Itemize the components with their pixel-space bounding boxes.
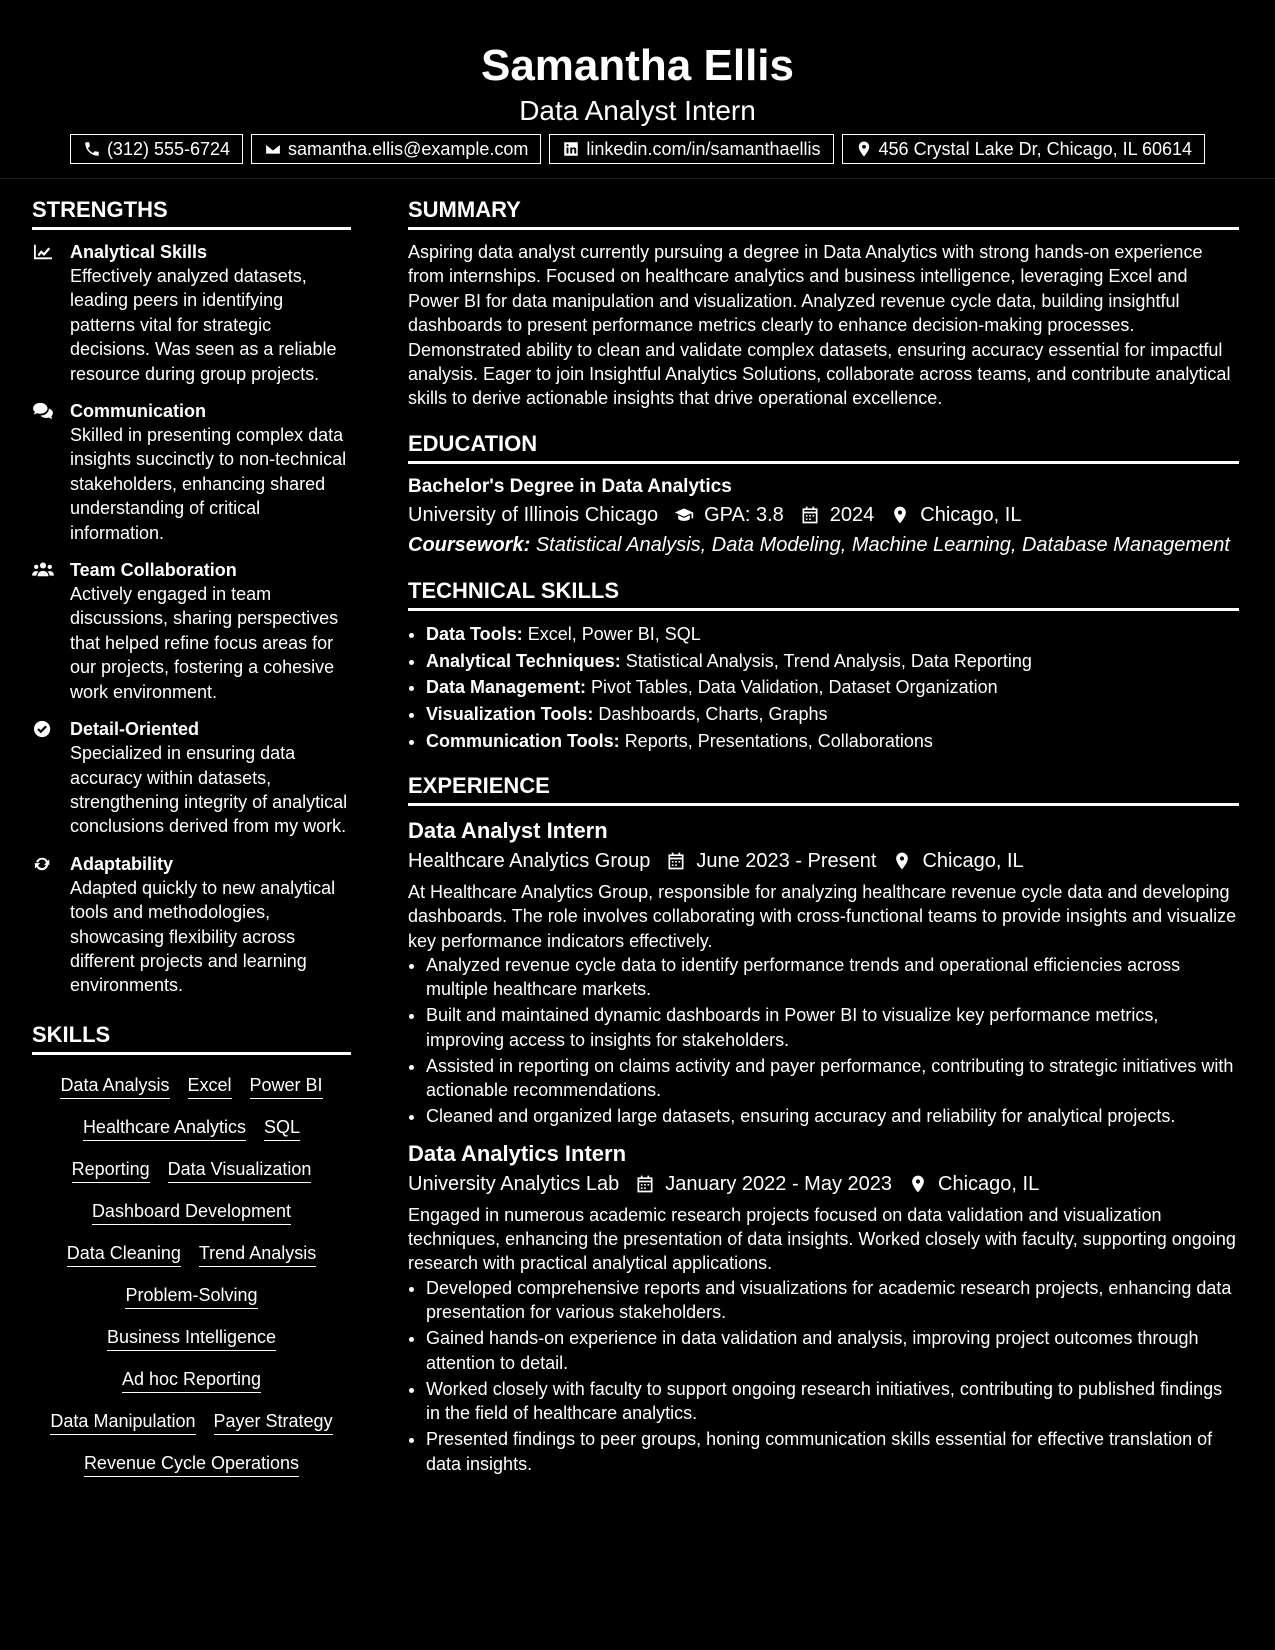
skill-tag: Data Visualization <box>168 1157 312 1183</box>
list-item: • Built and maintained dynamic dashboards in Power BI to visualize key performance metrics, improving access to insights for stakeholders. <box>426 1003 1239 1052</box>
map-pin-icon <box>908 1174 928 1194</box>
candidate-name: Samantha Ellis <box>480 41 794 90</box>
education-meta <box>408 500 1239 530</box>
contact-linkedin-text: linkedin.com/in/samanthaellis <box>586 139 821 159</box>
contact-email[interactable] <box>251 134 541 164</box>
skill-tag: Data Cleaning <box>67 1241 181 1267</box>
refresh-icon <box>32 855 54 873</box>
skill-tag: Ad hoc Reporting <box>122 1367 261 1393</box>
contact-bar <box>0 134 1275 164</box>
linkedin-icon <box>562 140 580 158</box>
job-dates: January 2022 - May 2023 <box>665 1172 893 1195</box>
skill-tag-row <box>38 1367 345 1393</box>
skill-tag: SQL <box>264 1115 300 1141</box>
job-location: Chicago, IL <box>922 849 1024 872</box>
list-item: • Gained hands-on experience in data validation and analysis, improving project outcomes through attention to detail. <box>426 1326 1239 1375</box>
strength-title: Analytical Skills <box>70 242 208 262</box>
contact-linkedin[interactable] <box>549 134 833 164</box>
skill-values: Reports, Presentations, Collaborations <box>624 731 933 752</box>
list-item <box>426 728 1239 755</box>
job-dates: June 2023 - Present <box>696 849 877 872</box>
job-location: Chicago, IL <box>938 1172 1040 1195</box>
skill-tags <box>32 1073 351 1477</box>
skill-tag-row <box>38 1241 345 1267</box>
skill-values: Excel, Power BI, SQL <box>527 623 701 644</box>
skill-values: Statistical Analysis, Trend Analysis, Data Reporting <box>625 650 1032 671</box>
education-location: Chicago, IL <box>920 503 1022 526</box>
skill-tag-row <box>38 1115 345 1141</box>
list-item <box>426 674 1239 701</box>
strength-item <box>32 717 351 839</box>
strength-title: Communication <box>70 401 207 422</box>
skill-tag: Trend Analysis <box>199 1241 316 1267</box>
skill-tag: Data Manipulation <box>50 1409 195 1435</box>
chat-bubbles-icon <box>32 402 54 420</box>
job-bullets <box>408 953 1239 1129</box>
skill-tag: Excel <box>188 1073 232 1099</box>
map-pin-icon <box>892 851 912 871</box>
summary-heading: SUMMARY <box>408 195 1239 230</box>
job-meta <box>408 846 1239 876</box>
skill-tag: Problem-Solving <box>125 1283 257 1309</box>
list-item: • Developed comprehensive reports and visualizations for academic research projects, enhancing data presentation for various stakeholders. <box>426 1276 1239 1325</box>
skill-tag-row <box>38 1409 345 1435</box>
skill-tag: Business Intelligence <box>107 1325 276 1351</box>
contact-phone-text: (312) 555-6724 <box>106 139 231 159</box>
skill-tag-row <box>38 1325 345 1351</box>
coursework-list: Statistical Analysis, Data Modeling, Machine Learning, Database Management <box>535 533 1230 556</box>
map-pin-icon <box>890 505 910 525</box>
education-heading: EDUCATION <box>408 429 1239 464</box>
school-name: University of Illinois Chicago <box>408 503 659 526</box>
envelope-icon <box>264 140 282 158</box>
left-column <box>32 195 351 1477</box>
resume-header <box>0 0 1275 179</box>
strength-item <box>32 240 351 386</box>
coursework-label: Coursework: <box>408 533 531 556</box>
skill-tag-row <box>38 1157 345 1183</box>
map-pin-icon <box>855 140 873 158</box>
skill-category: Analytical Techniques: <box>426 650 621 671</box>
job-role: Data Analytics Intern <box>408 1140 627 1166</box>
company-name: Healthcare Analytics Group <box>408 849 651 872</box>
calendar-icon <box>800 505 820 525</box>
strength-title: Adaptability <box>70 853 174 874</box>
list-item <box>426 701 1239 728</box>
strength-desc: Actively engaged in team discussions, sharing perspectives that helped refine focus areas for our projects, fostering a cohesive work environment. <box>70 584 339 702</box>
skill-tag: Payer Strategy <box>214 1409 333 1435</box>
skill-tag: Revenue Cycle Operations <box>84 1451 299 1477</box>
job-role: Data Analyst Intern <box>408 817 608 843</box>
list-item <box>426 648 1239 675</box>
contact-address-text: 456 Crystal Lake Dr, Chicago, IL 60614 <box>878 139 1193 159</box>
skill-tag-row <box>38 1451 345 1477</box>
right-column <box>408 195 1239 1486</box>
technical-skills-list <box>408 621 1239 755</box>
skill-values: Dashboards, Charts, Graphs <box>598 704 828 725</box>
list-item: • Analyzed revenue cycle data to identify performance trends and operational efficiencies across multiple healthcare markets. <box>426 953 1239 1002</box>
contact-address[interactable] <box>842 134 1206 164</box>
users-icon <box>32 561 54 579</box>
calendar-icon <box>666 851 686 871</box>
strength-desc: Skilled in presenting complex data insights succinctly to non-technical stakeholders, enhancing shared understanding of critical information. <box>70 425 347 543</box>
job-meta <box>408 1169 1239 1199</box>
strength-desc: Specialized in ensuring data accuracy within datasets, strengthening integrity of analytical conclusions derived from my work. <box>70 743 348 837</box>
skill-tag: Healthcare Analytics <box>83 1115 246 1141</box>
job-entry <box>408 1139 1239 1476</box>
skill-tag-row <box>38 1199 345 1225</box>
company-name: University Analytics Lab <box>408 1172 620 1195</box>
calendar-icon <box>635 1174 655 1194</box>
list-item: • Worked closely with faculty to support ongoing research initiatives, contributing to published findings in the field of healthcare analytics. <box>426 1377 1239 1426</box>
graduation-year: 2024 <box>829 503 875 526</box>
contact-phone[interactable] <box>70 134 243 164</box>
summary-text: Aspiring data analyst currently pursuing a degree in Data Analytics with strong hands-on experience from internships. Focused on healthcare analytics and business intelligence, leveraging Excel and Power BI for data manipulation and visualization. Analyzed revenue cycle data, building insightful dashboards to present performance metrics clearly to enhance decision-making processes. Demonstrated ability to clean and validate complex datasets, ensuring accuracy essential for impactful analysis. Eager to join Insightful Analytics Solutions, collaborate across teams, and contribute analytical skills to derive actionable insights that drive operational excellence. <box>408 242 1231 409</box>
line-chart-icon <box>32 243 54 261</box>
list-item: • Presented findings to peer groups, honing communication skills essential for effective translation of data insights. <box>426 1427 1239 1476</box>
job-bullets <box>408 1276 1239 1476</box>
skill-tag: Power BI <box>250 1073 323 1099</box>
candidate-title: Data Analyst Intern <box>519 95 756 126</box>
strengths-heading: STRENGTHS <box>32 195 351 230</box>
contact-email-text: samantha.ellis@example.com <box>288 139 529 159</box>
list-item: • Assisted in reporting on claims activity and payer performance, contributing to strategic initiatives with actionable recommendations. <box>426 1054 1239 1103</box>
strength-desc: Adapted quickly to new analytical tools and methodologies, showcasing flexibility across different projects and learning environments. <box>70 877 336 996</box>
skill-category: Data Management: <box>426 677 587 698</box>
strength-title: Detail-Oriented <box>70 719 200 740</box>
check-circle-icon <box>32 720 54 738</box>
job-entry <box>408 816 1239 1129</box>
skill-tag-row <box>38 1073 345 1099</box>
coursework <box>408 530 1239 560</box>
skill-tag: Data Analysis <box>60 1073 169 1099</box>
strength-title: Team Collaboration <box>70 560 237 581</box>
skill-values: Pivot Tables, Data Validation, Dataset Organization <box>591 677 998 698</box>
skill-tag-row <box>38 1283 345 1309</box>
technical-skills-heading: TECHNICAL SKILLS <box>408 576 1239 611</box>
strength-item <box>32 558 351 704</box>
strength-item <box>32 852 351 998</box>
graduation-cap-icon <box>674 505 694 525</box>
skill-category: Communication Tools: <box>426 731 620 752</box>
list-item: • Cleaned and organized large datasets, ensuring accuracy and reliability for analytical projects. <box>426 1104 1239 1128</box>
list-item <box>426 621 1239 648</box>
job-description: Engaged in numerous academic research projects focused on data validation and visualization techniques, enhancing the presentation of data insights. Worked closely with faculty, supporting ongoing research with practical analytical applications. <box>408 1204 1236 1274</box>
strength-desc: Effectively analyzed datasets, leading peers in identifying patterns vital for strategic decisions. Was seen as a reliable resource during group projects. <box>70 266 337 384</box>
skill-category: Visualization Tools: <box>426 704 594 725</box>
skills-heading: SKILLS <box>32 1020 351 1055</box>
skill-tag: Dashboard Development <box>92 1199 291 1225</box>
phone-icon <box>83 140 101 158</box>
gpa: GPA: 3.8 <box>704 503 784 526</box>
degree-title: Bachelor's Degree in Data Analytics <box>408 475 732 497</box>
job-description: At Healthcare Analytics Group, responsible for analyzing healthcare revenue cycle data and developing dashboards. The role involves collaborating with cross-functional teams to provide insights and visualize key performance indicators effectively. <box>408 881 1237 951</box>
skill-tag: Reporting <box>72 1157 150 1183</box>
experience-heading: EXPERIENCE <box>408 771 1239 806</box>
strength-item <box>32 399 351 545</box>
skill-category: Data Tools: <box>426 623 523 644</box>
